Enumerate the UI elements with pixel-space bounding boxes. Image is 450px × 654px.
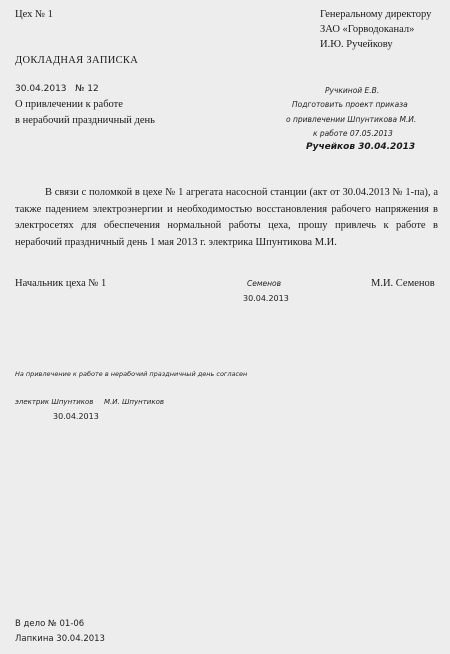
addressee-line-2: ЗАО «Горводоканал» xyxy=(320,24,415,35)
resolution-signature: Ручейков 30.04.2013 xyxy=(306,142,416,152)
consent-role: электрик Шпунтиков xyxy=(15,398,94,406)
signoff-name: М.И. Семенов xyxy=(371,278,435,289)
signoff-date: 30.04.2013 xyxy=(243,294,289,303)
consent-text: На привлечение к работе в нерабочий праздничный день согласен xyxy=(15,370,248,378)
signoff-signature: Семенов xyxy=(247,279,282,288)
filing-line-1: В дело № 01-06 xyxy=(15,619,85,629)
handwritten-number: № 12 xyxy=(75,84,99,94)
department-label: Цех № 1 xyxy=(15,9,53,20)
resolution-line-2: Подготовить проект приказа xyxy=(292,100,408,109)
document-title: ДОКЛАДНАЯ ЗАПИСКА xyxy=(15,55,139,66)
resolution-line-3: о привлечении Шпунтикова М.И. xyxy=(286,115,417,124)
resolution-line-4: к работе 07.05.2013 xyxy=(313,129,393,138)
consent-date: 30.04.2013 xyxy=(53,412,99,421)
signoff-position: Начальник цеха № 1 xyxy=(15,278,107,289)
addressee-line-1: Генеральному директору xyxy=(320,9,432,20)
subject-line-2: в нерабочий праздничный день xyxy=(15,115,155,126)
resolution-line-1: Ручкиной Е.В. xyxy=(325,86,380,95)
consent-name: М.И. Шпунтиков xyxy=(104,398,164,406)
body-paragraph: В связи с поломкой в цехе № 1 агрегата насосной станции (акт от 30.04.2013 № 1-па), а также падением электроэнергии и необходимостью восстановления рабочего напряжения в электросетях для обеспечения нормальной работы цеха, прошу привлечь к работе в нерабочий праздничный день 1 мая 2013 г. электрика Шпунтикова М.И. xyxy=(15,187,438,248)
subject-line-1: О привлечении к работе xyxy=(15,99,123,110)
addressee-line-3: И.Ю. Ручейкову xyxy=(320,39,393,50)
handwritten-date: 30.04.2013 xyxy=(15,84,67,94)
filing-line-2: Лапкина 30.04.2013 xyxy=(15,634,105,644)
